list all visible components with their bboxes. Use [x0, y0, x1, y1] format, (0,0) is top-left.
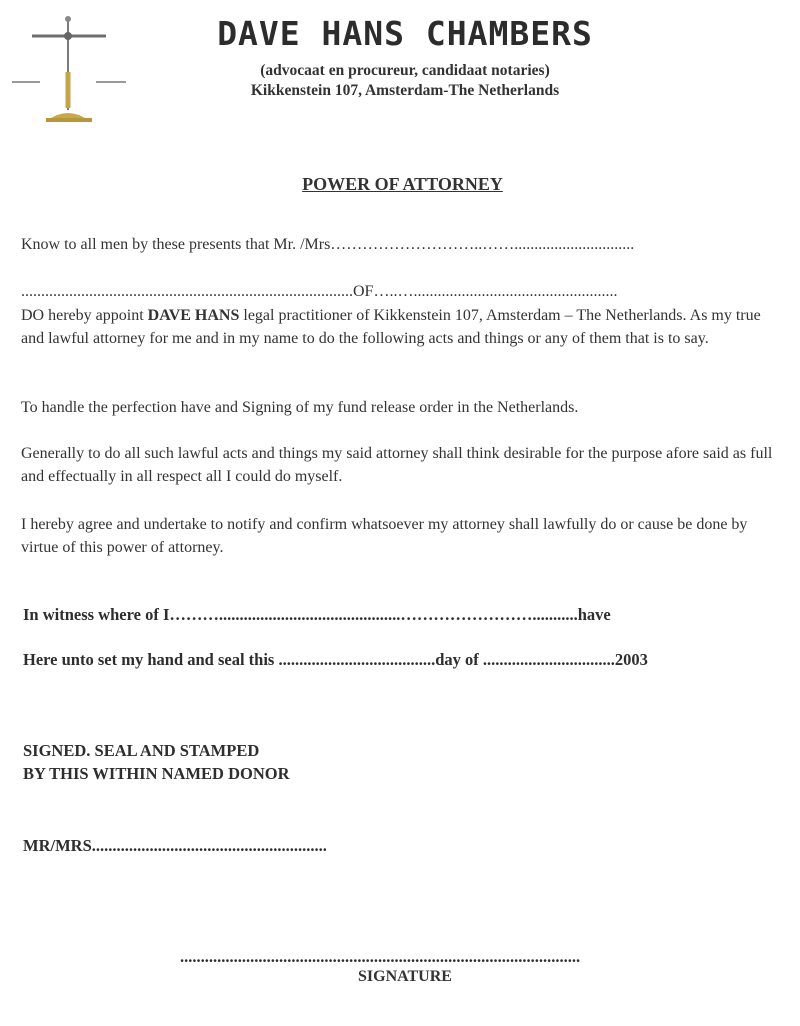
signature-line: .................................................................................................	[180, 947, 581, 966]
firm-address: Kikkenstein 107, Amsterdam-The Netherlands	[250, 82, 560, 99]
appoint-prefix: DO hereby appoint	[21, 307, 148, 324]
signature-label: SIGNATURE	[358, 968, 452, 985]
purpose-paragraph: To handle the perfection have and Signing of my fund release order in the Netherlands.	[21, 399, 579, 416]
address-blank: …..…...................................................	[373, 283, 618, 300]
appointment-paragraph	[21, 304, 786, 350]
hand-and-seal-line: Here unto set my hand and seal this ......................................day of ................................2003	[23, 650, 648, 669]
principal-address-line	[21, 283, 617, 301]
principal-blank: ...................................................................................	[21, 283, 353, 300]
general-powers-paragraph: Generally to do all such lawful acts and things my said attorney shall think desirable for the purpose afore said as full and effectually in all respect all I could do myself.	[21, 445, 773, 485]
donor-name-line: MR/MRS.........................................................	[23, 836, 327, 855]
firm-name: DAVE HANS CHAMBERS	[217, 14, 593, 53]
named-donor-heading: BY THIS WITHIN NAMED DONOR	[23, 764, 290, 783]
witness-line: In witness where of I………............................................……………………...........have	[23, 605, 611, 624]
principal-name-line: Know to all men by these presents that Mr. /Mrs………………………..……..............................	[21, 236, 635, 253]
firm-subtitle: (advocaat en procureur, candidaat notaries)	[260, 62, 550, 79]
of-label: OF	[353, 283, 374, 300]
undertaking-paragraph: I hereby agree and undertake to notify and confirm whatsoever my attorney shall lawfully do or cause be done by virtue of this power of attorney.	[21, 516, 748, 556]
appoint-suffix: legal practitioner of Kikkenstein 107, Amsterdam – The Netherlands. As my true and lawful attorney for me and in my name to do the following acts and things or any of them that is to say.	[21, 307, 761, 347]
scales-of-justice-icon	[10, 12, 130, 127]
signed-sealed-heading: SIGNED. SEAL AND STAMPED	[23, 741, 260, 760]
document-title: POWER OF ATTORNEY	[302, 174, 503, 194]
attorney-name: DAVE HANS	[147, 307, 240, 324]
